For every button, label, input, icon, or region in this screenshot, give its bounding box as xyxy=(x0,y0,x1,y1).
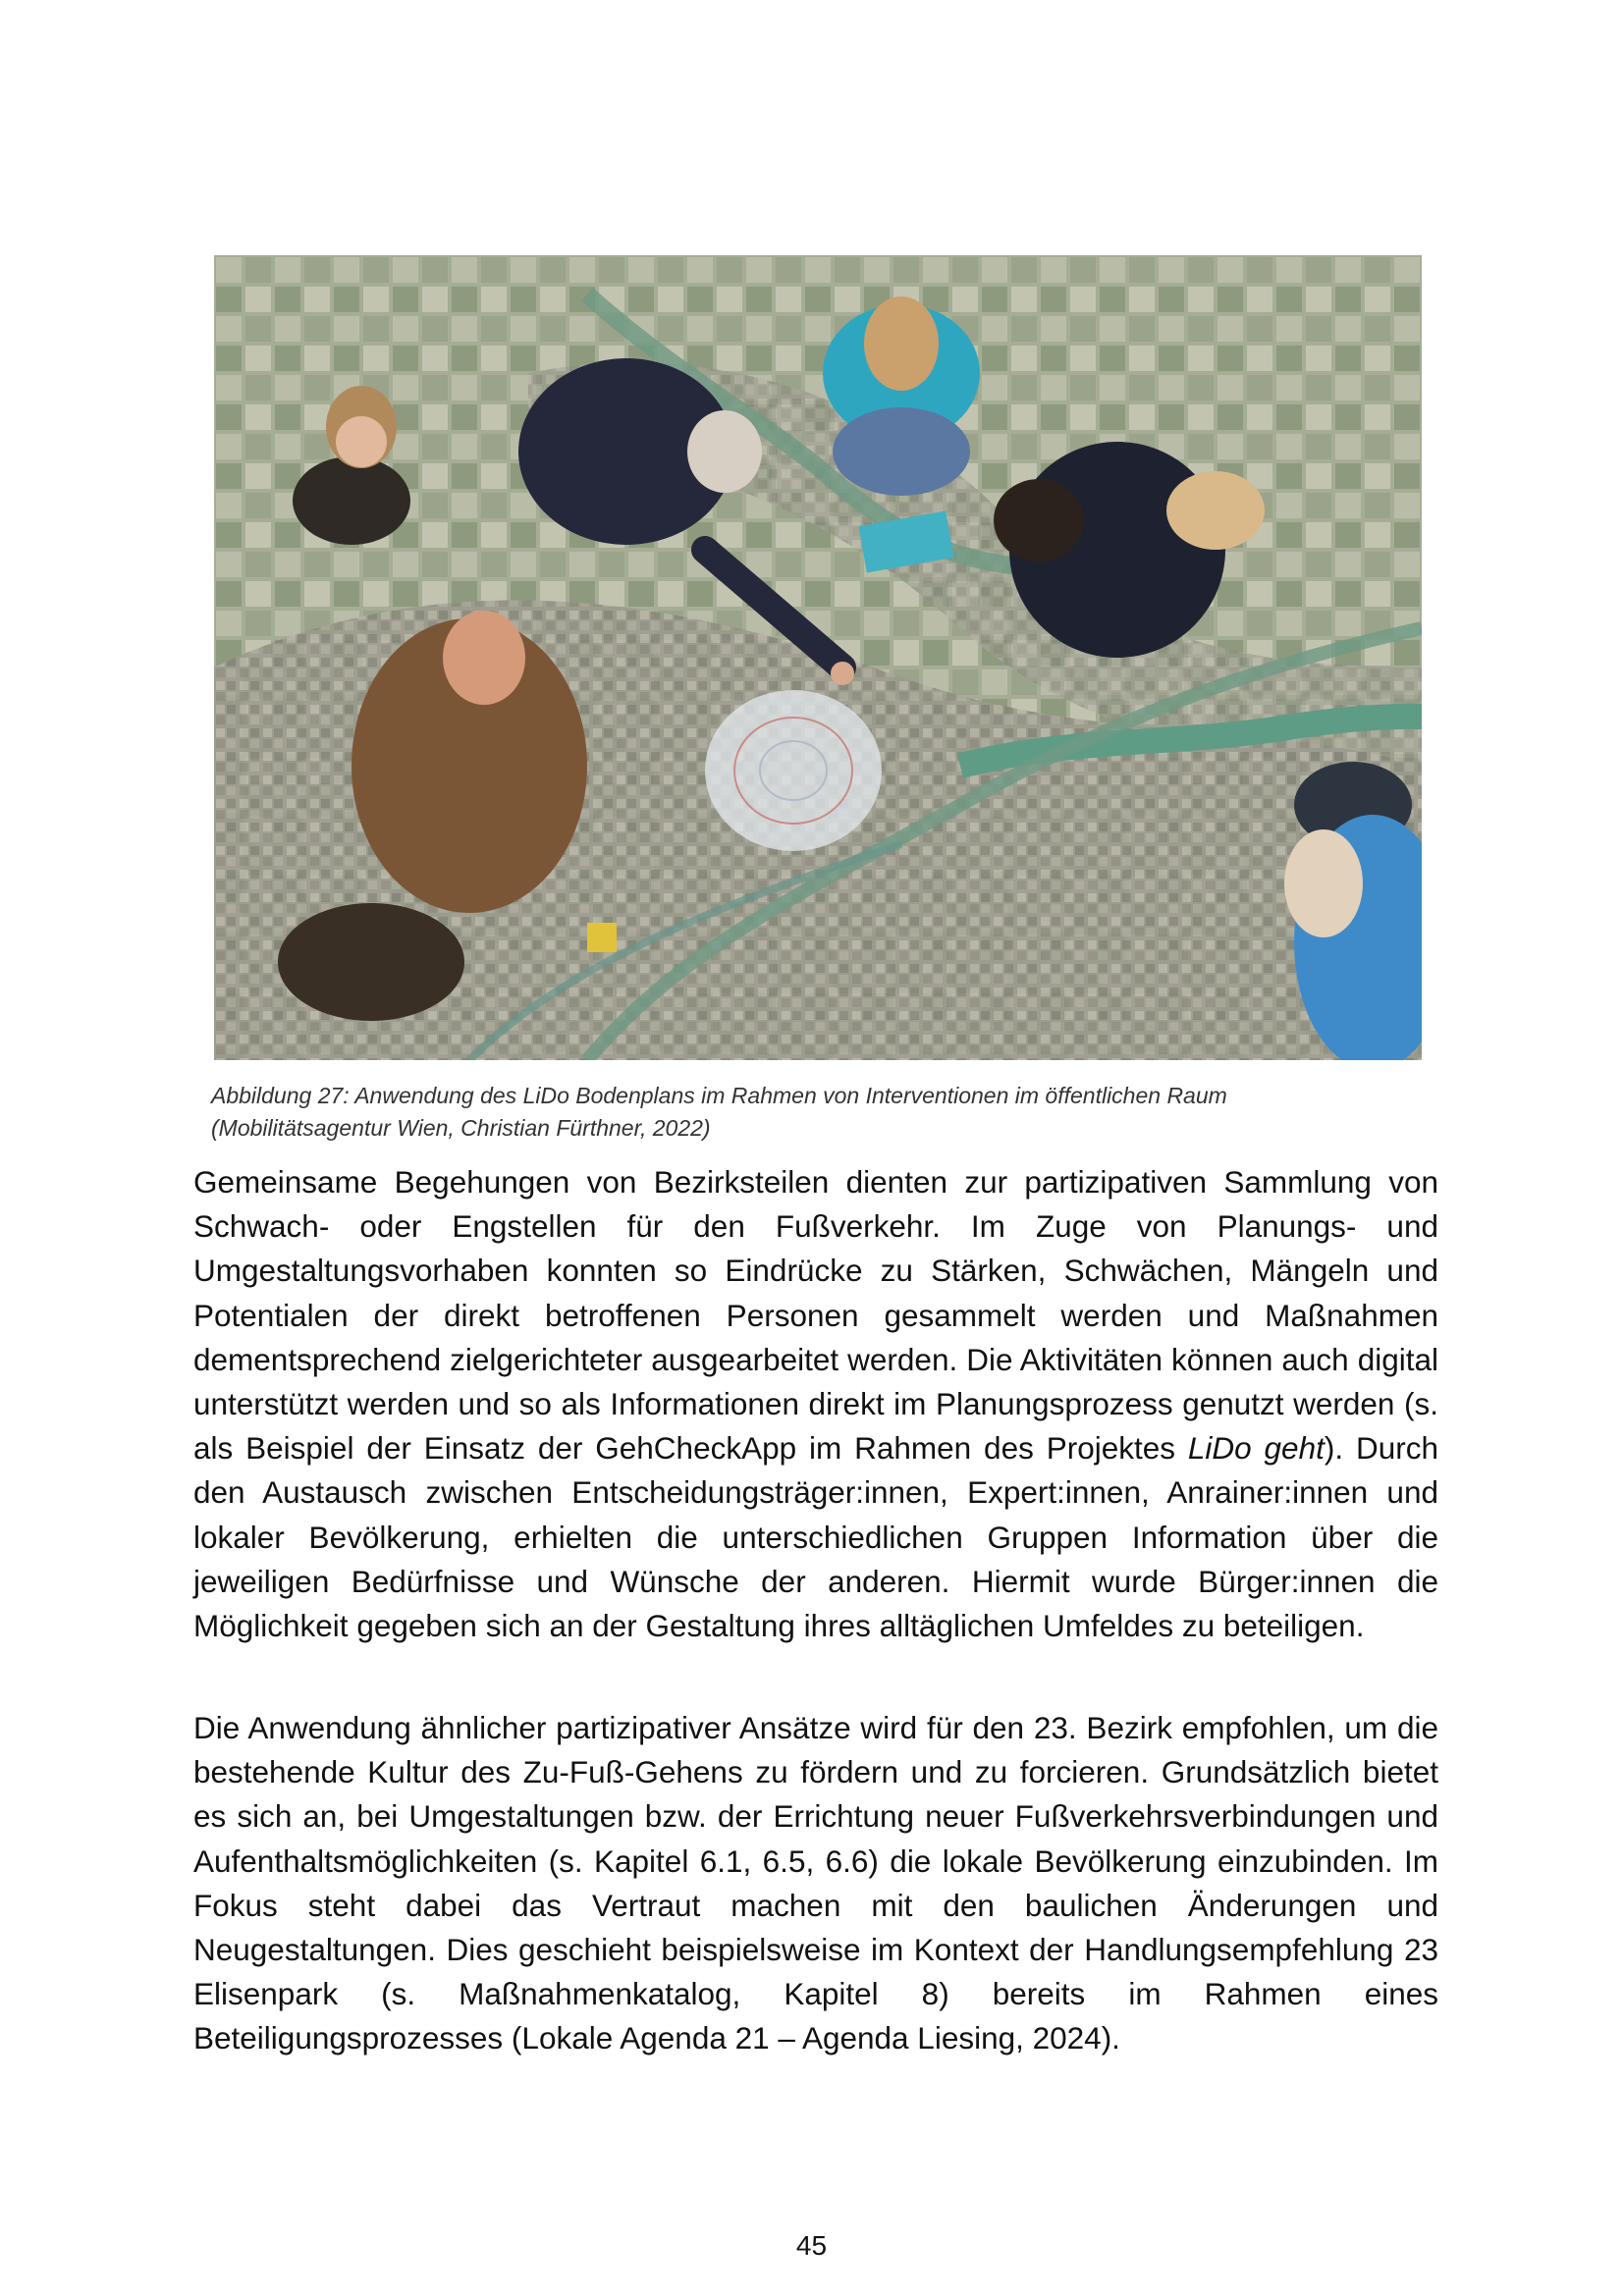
paragraph-1 xyxy=(193,1160,1438,1648)
page-number: 45 xyxy=(795,2230,828,2261)
paragraph-1-text-b: ). Durch den Austausch zwischen Entscheidungsträger:innen, Expert:innen, Anrainer:innen und lokaler Bevölkerung, erhielten die unterschiedlichen Gruppen Information über die jeweiligen Bedürfnisse und Wünsche der anderen. Hiermit wurde Bürger:innen die Möglichkeit gegeben sich an der Gestaltung ihres alltäglichen Umfeldes zu beteiligen. xyxy=(193,1430,1438,1644)
paragraph-2 xyxy=(193,1706,1438,2061)
figure-caption xyxy=(211,1080,1429,1145)
project-name-italic: LiDo geht xyxy=(1187,1430,1325,1467)
paragraph-1-text-a: Gemeinsame Begehungen von Bezirksteilen dienten zur partizipativen Sammlung von Schwach- oder Engstellen für den Fußverkehr. Im Zuge von Planungs- und Umgestaltungsvorhaben konnten so Eindrücke zu Stärken, Schwächen, Mängeln und Potentialen der direkt betroffenen Personen gesammelt werden und Maßnahmen dementsprechend zielgerichteter ausgearbeitet werden. Die Aktivitäten können auch digital unterstützt werden und so als Informationen direkt im Planungsprozess genutzt werden (s. als Beispiel der Einsatz der GehCheckApp im Rahmen des Projektes xyxy=(193,1164,1438,1467)
caption-line-1: Abbildung 27: Anwendung des LiDo Bodenplans im Rahmen von Interventionen im öffentlichen Raum xyxy=(211,1083,1227,1108)
figure-photo xyxy=(214,255,1422,1060)
aerial-map-floor-photo-illustration xyxy=(214,255,1422,1060)
paragraph-2-text: Die Anwendung ähnlicher partizipativer Ansätze wird für den 23. Bezirk empfohlen, um die bestehende Kultur des Zu-Fuß-Gehens zu fördern und zu forcieren. Grundsätzlich bietet es sich an, bei Umgestaltungen bzw. der Errichtung neuer Fußverkehrsverbindungen und Aufenthaltsmöglichkeiten (s. Kapitel 6.1, 6.5, 6.6) die lokale Bevölkerung einzubinden. Im Fokus steht dabei das Vertraut machen mit den baulichen Änderungen und Neugestaltungen. Dies geschieht beispielsweise im Kontext der Handlungsempfehlung 23 Elisenpark (s. Maßnahmenkatalog, Kapitel 8) bereits im Rahmen eines Beteiligungsprozesses (Lokale Agenda 21 – Agenda Liesing, 2024). xyxy=(193,1710,1438,2056)
caption-line-2: (Mobilitätsagentur Wien, Christian Fürthner, 2022) xyxy=(211,1115,711,1141)
